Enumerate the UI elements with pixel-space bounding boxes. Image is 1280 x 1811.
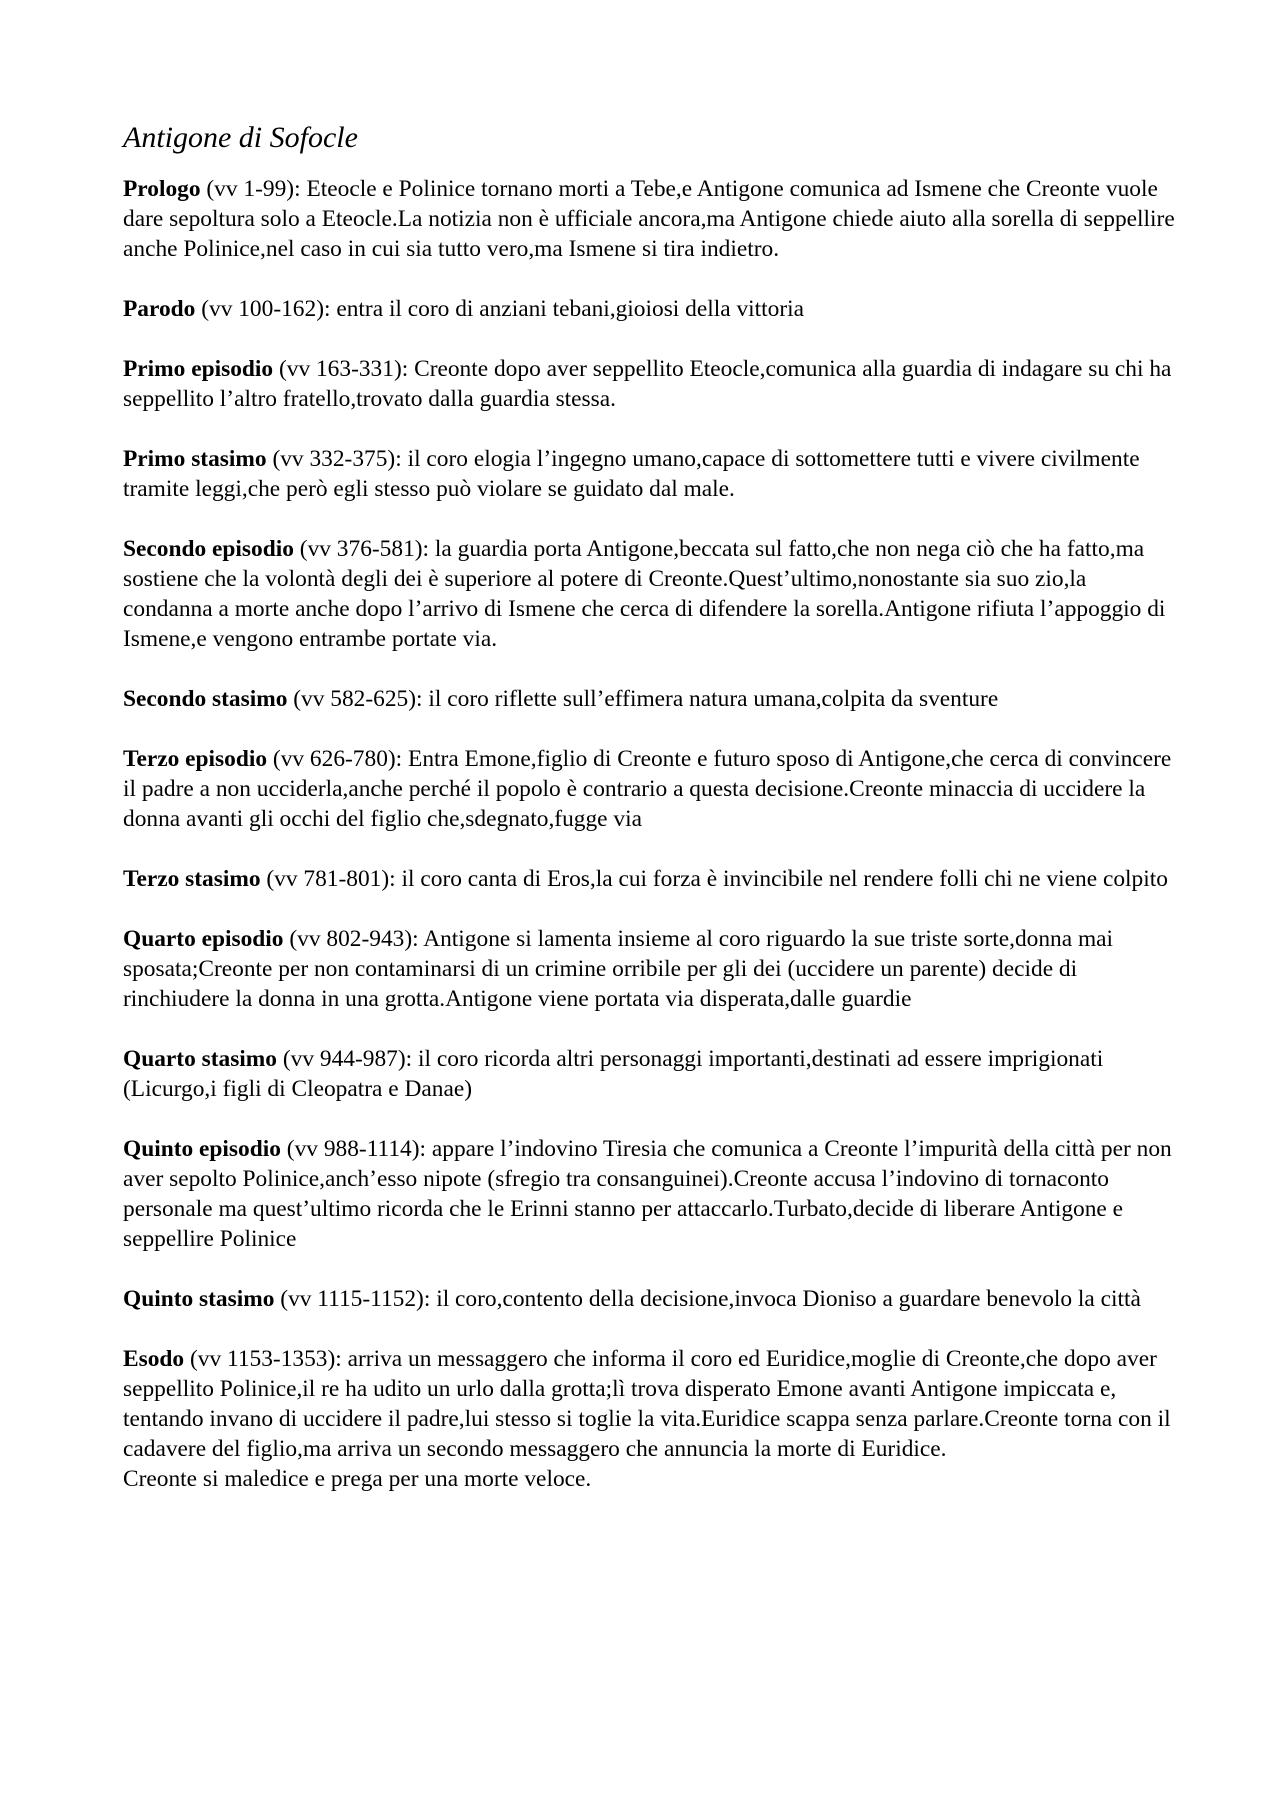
section-verses: (vv 781-801):	[266, 866, 396, 892]
section-verses: (vv 1-99):	[206, 176, 301, 202]
section-primo-stasimo	[123, 444, 1178, 504]
section-secondo-stasimo	[123, 684, 1178, 714]
section-verses: (vv 988-1114):	[286, 1136, 427, 1162]
section-text: il coro riflette sull’effimera natura umana,colpita da sventure	[428, 686, 999, 712]
section-verses: (vv 802-943):	[289, 926, 419, 952]
section-text: il coro elogia l’ingegno umano,capace di sottomettere tutti e vivere civilmente tramite leggi,che però egli stesso può violare se guidato dal male.	[123, 446, 1140, 502]
section-verses: (vv 626-780):	[272, 746, 403, 772]
section-name: Terzo episodio	[123, 746, 268, 772]
section-verses: (vv 944-987):	[282, 1046, 413, 1072]
section-text: entra il coro di anziani tebani,gioiosi della vittoria	[336, 296, 805, 322]
document-page	[123, 120, 1178, 1524]
section-secondo-episodio	[123, 534, 1178, 654]
section-quarto-stasimo	[123, 1044, 1178, 1104]
section-esodo	[123, 1344, 1178, 1494]
section-terzo-stasimo	[123, 864, 1178, 894]
section-name: Secondo episodio	[123, 536, 294, 562]
section-text: il coro,contento della decisione,invoca Dioniso a guardare benevolo la città	[436, 1286, 1141, 1312]
section-name: Quarto stasimo	[123, 1046, 277, 1072]
section-text: appare l’indovino Tiresia che comunica a Creonte l’impurità della città per non aver sepolto Polinice,anch’esso nipote (sfregio tra consanguinei).Creonte accusa l’indovino di tornaconto personale ma quest’ultimo ricorda che le Erinni stanno per attaccarlo.Turbato,decide di liberare Antigone e seppellire Polinice	[123, 1136, 1172, 1252]
section-text: arriva un messaggero che informa il coro ed Euridice,moglie di Creonte,che dopo aver seppellito Polinice,il re ha udito un urlo dalla grotta;lì trova disperato Emone avanti Antigone impiccata e, tentando invano di uccidere il padre,lui stesso si toglie la vita.Euridice scappa senza parlare.Creonte torna con il cadavere del figlio,ma arriva un secondo messaggero che annuncia la morte di Euridice.	[123, 1346, 1171, 1462]
section-text: Eteocle e Polinice tornano morti a Tebe,e Antigone comunica ad Ismene che Creonte vuole dare sepoltura solo a Eteocle.La notizia non è ufficiale ancora,ma Antigone chiede aiuto alla sorella di seppellire anche Polinice,nel caso in cui sia tutto vero,ma Ismene si tira indietro.	[123, 176, 1175, 262]
section-name: Terzo stasimo	[123, 866, 261, 892]
section-name: Quinto stasimo	[123, 1286, 275, 1312]
section-quinto-stasimo	[123, 1284, 1178, 1314]
section-name: Quarto episodio	[123, 926, 284, 952]
section-name: Primo stasimo	[123, 446, 267, 472]
section-prologo	[123, 174, 1178, 264]
section-name: Esodo	[123, 1346, 185, 1372]
section-primo-episodio	[123, 354, 1178, 414]
section-text: Entra Emone,figlio di Creonte e futuro sposo di Antigone,che cerca di convincere il padre a non ucciderla,anche perché il popolo è contrario a questa decisione.Creonte minaccia di uccidere la donna avanti gli occhi del figlio che,sdegnato,fugge via	[123, 746, 1172, 832]
section-quinto-episodio	[123, 1134, 1178, 1254]
section-verses: (vv 1115-1152):	[280, 1286, 431, 1312]
section-verses: (vv 100-162):	[201, 296, 331, 322]
section-verses: (vv 582-625):	[293, 686, 423, 712]
section-text: la guardia porta Antigone,beccata sul fatto,che non nega ciò che ha fatto,ma sostiene che la volontà degli dei è superiore al potere di Creonte.Quest’ultimo,nonostante sia suo zio,la condanna a morte anche dopo l’arrivo di Ismene che cerca di difendere la sorella.Antigone rifiuta l’appoggio di Ismene,e vengono entrambe portate via.	[123, 536, 1166, 652]
section-extra-line: Creonte si maledice e prega per una morte veloce.	[123, 1466, 592, 1492]
section-name: Primo episodio	[123, 356, 274, 382]
section-verses: (vv 332-375):	[272, 446, 402, 472]
section-text: il coro ricorda altri personaggi importanti,destinati ad essere imprigionati (Licurgo,i figli di Cleopatra e Danae)	[123, 1046, 1104, 1102]
section-name: Secondo stasimo	[123, 686, 288, 712]
section-verses: (vv 376-581):	[299, 536, 430, 562]
section-text: Antigone si lamenta insieme al coro riguardo la sue triste sorte,donna mai sposata;Creonte per non contaminarsi di un crimine orribile per gli dei (uccidere un parente) decide di rinchiudere la donna in una grotta.Antigone viene portata via disperata,dalle guardie	[123, 926, 1114, 1012]
section-text: il coro canta di Eros,la cui forza è invincibile nel rendere folli chi ne viene colpito	[401, 866, 1168, 892]
section-verses: (vv 163-331):	[278, 356, 409, 382]
section-verses: (vv 1153-1353):	[189, 1346, 342, 1372]
section-quarto-episodio	[123, 924, 1178, 1014]
section-parodo	[123, 294, 1178, 324]
section-name: Quinto episodio	[123, 1136, 281, 1162]
section-name: Parodo	[123, 296, 196, 322]
section-terzo-episodio	[123, 744, 1178, 834]
document-title: Antigone di Sofocle	[123, 121, 358, 154]
section-text: Creonte dopo aver seppellito Eteocle,comunica alla guardia di indagare su chi ha seppellito l’altro fratello,trovato dalla guardia stessa.	[123, 356, 1172, 412]
section-name: Prologo	[123, 176, 201, 202]
